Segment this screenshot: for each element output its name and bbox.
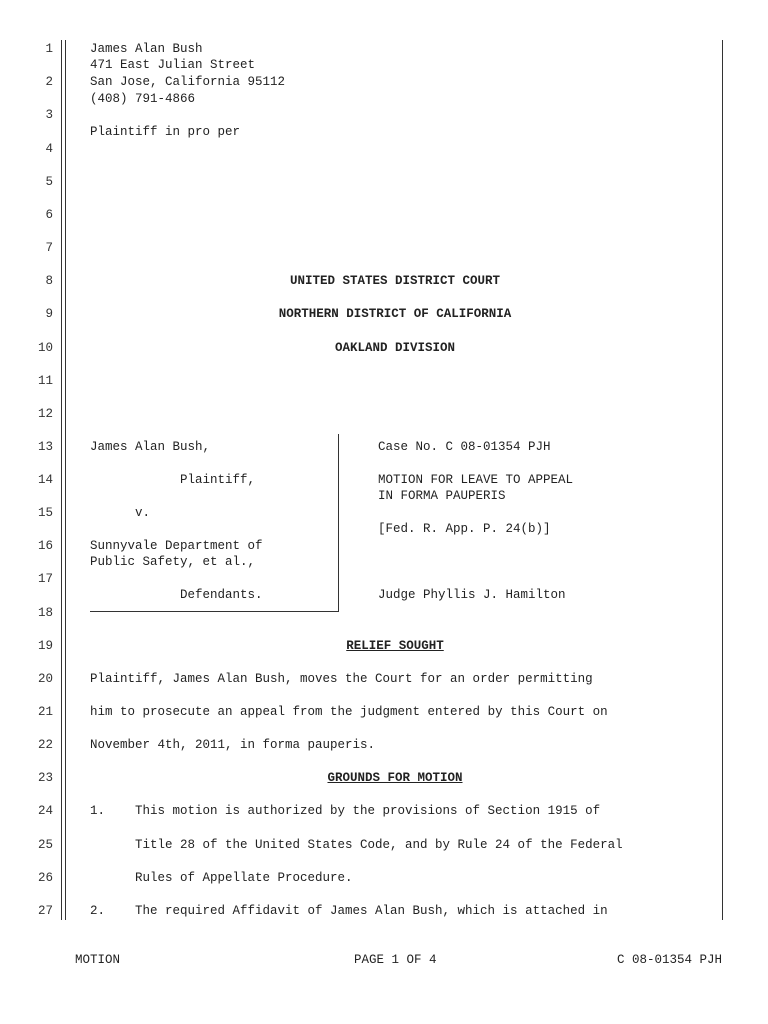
line-number: 7: [45, 241, 53, 255]
caption-motion-title-line2: IN FORMA PAUPERIS: [378, 489, 506, 503]
caption-defendant-role: Defendants.: [180, 588, 263, 602]
line-number: 16: [37, 539, 53, 553]
line-number: 21: [37, 705, 53, 719]
caption-motion-title-line1: MOTION FOR LEAVE TO APPEAL: [378, 473, 574, 487]
relief-sought-heading: RELIEF SOUGHT: [346, 639, 444, 653]
line-number: 27: [37, 904, 53, 918]
right-margin-rule: [722, 40, 723, 920]
line-number: 5: [45, 175, 53, 189]
line-number: 11: [37, 374, 53, 388]
footer-case-number: C 08-01354 PJH: [616, 953, 722, 967]
footer-document-type: MOTION: [75, 953, 121, 967]
relief-paragraph-line: Plaintiff, James Alan Bush, moves the Court for an order permitting: [90, 672, 593, 686]
court-division: OAKLAND DIVISION: [334, 341, 456, 355]
line-number: 12: [37, 407, 53, 421]
caption-plaintiff-name: James Alan Bush,: [90, 440, 211, 454]
line-number: 9: [45, 307, 53, 321]
line-number: 17: [37, 572, 53, 586]
caption-versus: v.: [135, 506, 151, 520]
item-text-line: This motion is authorized by the provisions of Section 1915 of: [135, 804, 601, 818]
line-number: 1: [45, 42, 53, 56]
line-number: 20: [37, 672, 53, 686]
header-name: James Alan Bush: [90, 42, 203, 56]
line-number: 14: [37, 473, 53, 487]
line-number: 18: [37, 606, 53, 620]
line-number: 13: [37, 440, 53, 454]
item-text-line: The required Affidavit of James Alan Bush, which is attached in: [135, 904, 608, 918]
line-number: 26: [37, 871, 53, 885]
caption-judge: Judge Phyllis J. Hamilton: [378, 588, 566, 602]
line-number: 15: [37, 506, 53, 520]
caption-defendant-line2: Public Safety, et al.,: [90, 555, 256, 569]
left-margin-rule-inner: [65, 40, 66, 920]
line-number: 6: [45, 208, 53, 222]
caption-divider-horizontal: [90, 611, 339, 612]
item-text-line: Rules of Appellate Procedure.: [135, 871, 353, 885]
left-margin-rule-outer: [61, 40, 62, 920]
header-street: 471 East Julian Street: [90, 58, 256, 72]
caption-plaintiff-role: Plaintiff,: [180, 473, 256, 487]
item-text-line: Title 28 of the United States Code, and by Rule 24 of the Federal: [135, 838, 623, 852]
court-name: UNITED STATES DISTRICT COURT: [289, 274, 501, 288]
relief-paragraph-line: him to prosecute an appeal from the judgment entered by this Court on: [90, 705, 608, 719]
line-number: 25: [37, 838, 53, 852]
header-role: Plaintiff in pro per: [90, 125, 241, 139]
caption-divider-vertical: [338, 434, 339, 612]
court-district: NORTHERN DISTRICT OF CALIFORNIA: [278, 307, 512, 321]
line-number: 24: [37, 804, 53, 818]
footer-page-number: PAGE 1 OF 4: [354, 953, 437, 967]
caption-rule: [Fed. R. App. P. 24(b)]: [378, 522, 551, 536]
item-number: 1.: [90, 804, 106, 818]
relief-paragraph-line: November 4th, 2011, in forma pauperis.: [90, 738, 376, 752]
item-number: 2.: [90, 904, 106, 918]
header-phone: (408) 791-4866: [90, 92, 196, 106]
line-number: 4: [45, 142, 53, 156]
line-number: 3: [45, 108, 53, 122]
header-city: San Jose, California 95112: [90, 75, 286, 89]
line-number: 23: [37, 771, 53, 785]
caption-case-number: Case No. C 08-01354 PJH: [378, 440, 551, 454]
line-number: 19: [37, 639, 53, 653]
line-number: 10: [37, 341, 53, 355]
caption-defendant-line1: Sunnyvale Department of: [90, 539, 263, 553]
line-number: 2: [45, 75, 53, 89]
line-number: 22: [37, 738, 53, 752]
grounds-heading: GROUNDS FOR MOTION: [327, 771, 463, 785]
line-number: 8: [45, 274, 53, 288]
